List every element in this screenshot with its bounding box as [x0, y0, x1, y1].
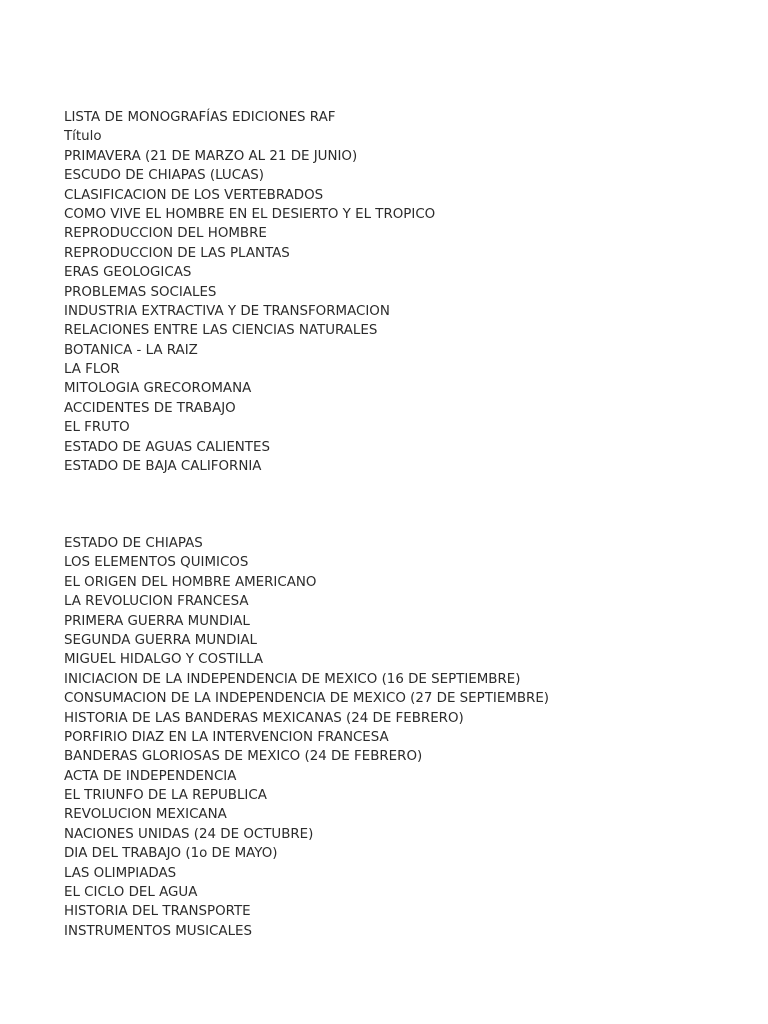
list-item: HISTORIA DEL TRANSPORTE [64, 904, 251, 920]
list-item: HISTORIA DE LAS BANDERAS MEXICANAS (24 DE FEBRERO) [64, 710, 464, 726]
list-item: ESTADO DE BAJA CALIFORNIA [64, 459, 262, 475]
document-heading: LISTA DE MONOGRAFÍAS EDICIONES RAF [64, 110, 336, 125]
list-item: ESTADO DE AGUAS CALIENTES [64, 439, 270, 455]
list-item: REVOLUCION MEXICANA [64, 807, 227, 823]
list-item: CLASIFICACION DE LOS VERTEBRADOS [64, 187, 324, 203]
list-item: REPRODUCCION DE LAS PLANTAS [64, 245, 290, 261]
list-item: LA FLOR [64, 362, 120, 378]
list-item: LA REVOLUCION FRANCESA [64, 594, 249, 610]
list-item: PRIMERA GUERRA MUNDIAL [64, 613, 250, 629]
list-item: BANDERAS GLORIOSAS DE MEXICO (24 DE FEBRERO) [64, 749, 423, 765]
list-item: PRIMAVERA (21 DE MARZO AL 21 DE JUNIO) [64, 148, 358, 164]
list-item: REPRODUCCION DEL HOMBRE [64, 226, 267, 242]
list-item: EL FRUTO [64, 420, 130, 436]
list-item: ESTADO DE CHIAPAS [64, 536, 203, 551]
list-item: LAS OLIMPIADAS [64, 865, 177, 881]
list-item: ERAS GEOLOGICAS [64, 265, 192, 281]
list-item: ESCUDO DE CHIAPAS (LUCAS) [64, 168, 264, 184]
monograph-list-top [64, 108, 435, 476]
list-item: EL ORIGEN DEL HOMBRE AMERICANO [64, 574, 317, 590]
list-item: CONSUMACION DE LA INDEPENDENCIA DE MEXICO (27 DE SEPTIEMBRE) [64, 691, 550, 707]
list-item: ACCIDENTES DE TRABAJO [64, 400, 236, 416]
column-label: Título [64, 129, 102, 145]
list-item: NACIONES UNIDAS (24 DE OCTUBRE) [64, 826, 314, 842]
list-item: SEGUNDA GUERRA MUNDIAL [64, 632, 258, 648]
list-item: ACTA DE INDEPENDENCIA [64, 768, 237, 784]
list-item: COMO VIVE EL HOMBRE EN EL DESIERTO Y EL TROPICO [64, 206, 436, 222]
list-item: BOTANICA - LA RAIZ [64, 342, 198, 358]
monograph-list-bottom [64, 534, 549, 941]
list-item: MITOLOGIA GRECOROMANA [64, 381, 252, 397]
list-item: EL CICLO DEL AGUA [64, 885, 198, 901]
list-item: INDUSTRIA EXTRACTIVA Y DE TRANSFORMACION [64, 303, 390, 319]
list-item: RELACIONES ENTRE LAS CIENCIAS NATURALES [64, 323, 378, 339]
list-item: INICIACION DE LA INDEPENDENCIA DE MEXICO (16 DE SEPTIEMBRE) [64, 671, 521, 687]
list-item: LOS ELEMENTOS QUIMICOS [64, 555, 249, 571]
list-item: DIA DEL TRABAJO (1o DE MAYO) [64, 846, 278, 862]
list-item: INSTRUMENTOS MUSICALES [64, 923, 252, 939]
list-item: PORFIRIO DIAZ EN LA INTERVENCION FRANCESA [64, 729, 389, 745]
list-item: PROBLEMAS SOCIALES [64, 284, 217, 300]
list-item: MIGUEL HIDALGO Y COSTILLA [64, 652, 264, 668]
list-item: EL TRIUNFO DE LA REPUBLICA [64, 788, 267, 804]
